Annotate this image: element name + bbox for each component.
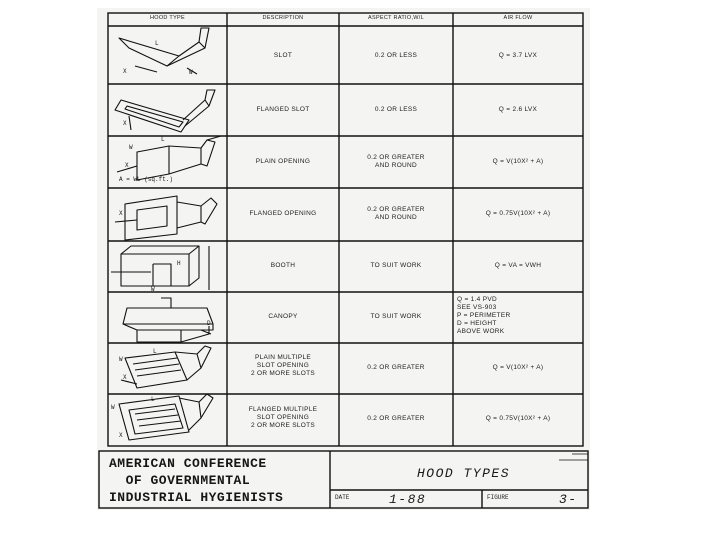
row-description: CANOPY	[268, 313, 298, 320]
row-description: FLANGED SLOT	[256, 106, 310, 113]
row-aspect-ratio: 0.2 OR LESS	[374, 52, 418, 59]
row-description: FLANGED MULTIPLE SLOT OPENING 2 OR MORE SLOTS	[248, 406, 318, 429]
row-aspect-ratio: 0.2 OR GREATER	[367, 364, 425, 371]
header-hood-type: HOOD TYPE	[150, 15, 185, 21]
figure-number: 3-	[559, 492, 578, 507]
row-aspect-ratio: 0.2 OR GREATER AND ROUND	[367, 154, 425, 169]
header-description: DESCRIPTION	[262, 15, 304, 21]
flanged-slot-hood-sketch	[115, 90, 215, 132]
row-description: SLOT	[273, 52, 293, 59]
title-mark	[559, 454, 588, 460]
dim-label: W	[119, 356, 123, 363]
dim-label: X	[123, 374, 127, 381]
dim-label: X	[119, 432, 123, 439]
drawing-title: HOOD TYPES	[417, 466, 511, 481]
dim-label: A = WL (sq.ft.)	[119, 176, 174, 183]
slot-hood-sketch	[119, 28, 209, 74]
figure-label: FIGURE	[487, 494, 509, 501]
row-air-flow: Q = 0.75V(10X² + A)	[485, 210, 551, 217]
canopy-hood-sketch	[123, 298, 213, 342]
row-air-flow: Q = V(10X² + A)	[492, 158, 544, 165]
row-air-flow: Q = 0.75V(10X² + A)	[485, 415, 551, 422]
row-aspect-ratio: 0.2 OR GREATER	[367, 415, 425, 422]
dim-label: X	[123, 68, 127, 75]
dim-label: D	[207, 320, 211, 327]
row-air-flow: Q = 3.7 LVX	[498, 52, 538, 59]
flanged-multiple-slot-hood-sketch	[119, 394, 213, 440]
row-air-flow: Q = VA = VWH	[494, 262, 542, 269]
dim-label: W	[129, 144, 133, 151]
dim-label: W	[111, 404, 115, 411]
plain-opening-hood-sketch	[117, 136, 221, 180]
dim-label: X	[119, 210, 123, 217]
dim-label: L	[153, 348, 157, 355]
row-air-flow: Q = 1.4 PVD SEE VS-903 P = PERIMETER D = HEIGHT ABOVE WORK	[457, 296, 511, 335]
header-air-flow: AIR FLOW	[503, 15, 533, 21]
row-aspect-ratio: 0.2 OR GREATER AND ROUND	[367, 206, 425, 221]
dim-label: X	[125, 162, 129, 169]
row-air-flow: Q = V(10X² + A)	[492, 364, 544, 371]
row-aspect-ratio: TO SUIT WORK	[370, 262, 422, 269]
date-label: DATE	[335, 494, 350, 501]
dim-label: L	[151, 396, 155, 403]
header-aspect-ratio: ASPECT RATIO,W/L	[368, 15, 424, 21]
row-description: FLANGED OPENING	[249, 210, 317, 217]
dim-label: H	[177, 260, 181, 267]
flanged-opening-hood-sketch	[115, 196, 217, 240]
dim-label: W	[189, 69, 193, 76]
booth-hood-sketch	[111, 246, 209, 290]
organization-name: AMERICAN CONFERENCE OF GOVERNMENTAL INDUSTRIAL HYGIENISTS	[109, 456, 284, 505]
row-aspect-ratio: 0.2 OR LESS	[374, 106, 418, 113]
scanned-drawing-sheet	[97, 8, 590, 510]
dim-label: L	[161, 136, 165, 143]
row-air-flow: Q = 2.6 LVX	[498, 106, 538, 113]
plain-multiple-slot-hood-sketch	[121, 346, 211, 388]
date-value: 1-88	[389, 492, 427, 507]
drawing-linework	[97, 8, 590, 510]
dim-label: X	[123, 120, 127, 127]
row-description: BOOTH	[270, 262, 296, 269]
row-aspect-ratio: TO SUIT WORK	[370, 313, 422, 320]
row-description: PLAIN OPENING	[255, 158, 311, 165]
row-description: PLAIN MULTIPLE SLOT OPENING 2 OR MORE SLOTS	[250, 354, 316, 377]
dim-label: W	[151, 286, 155, 293]
dim-label: L	[155, 40, 159, 47]
